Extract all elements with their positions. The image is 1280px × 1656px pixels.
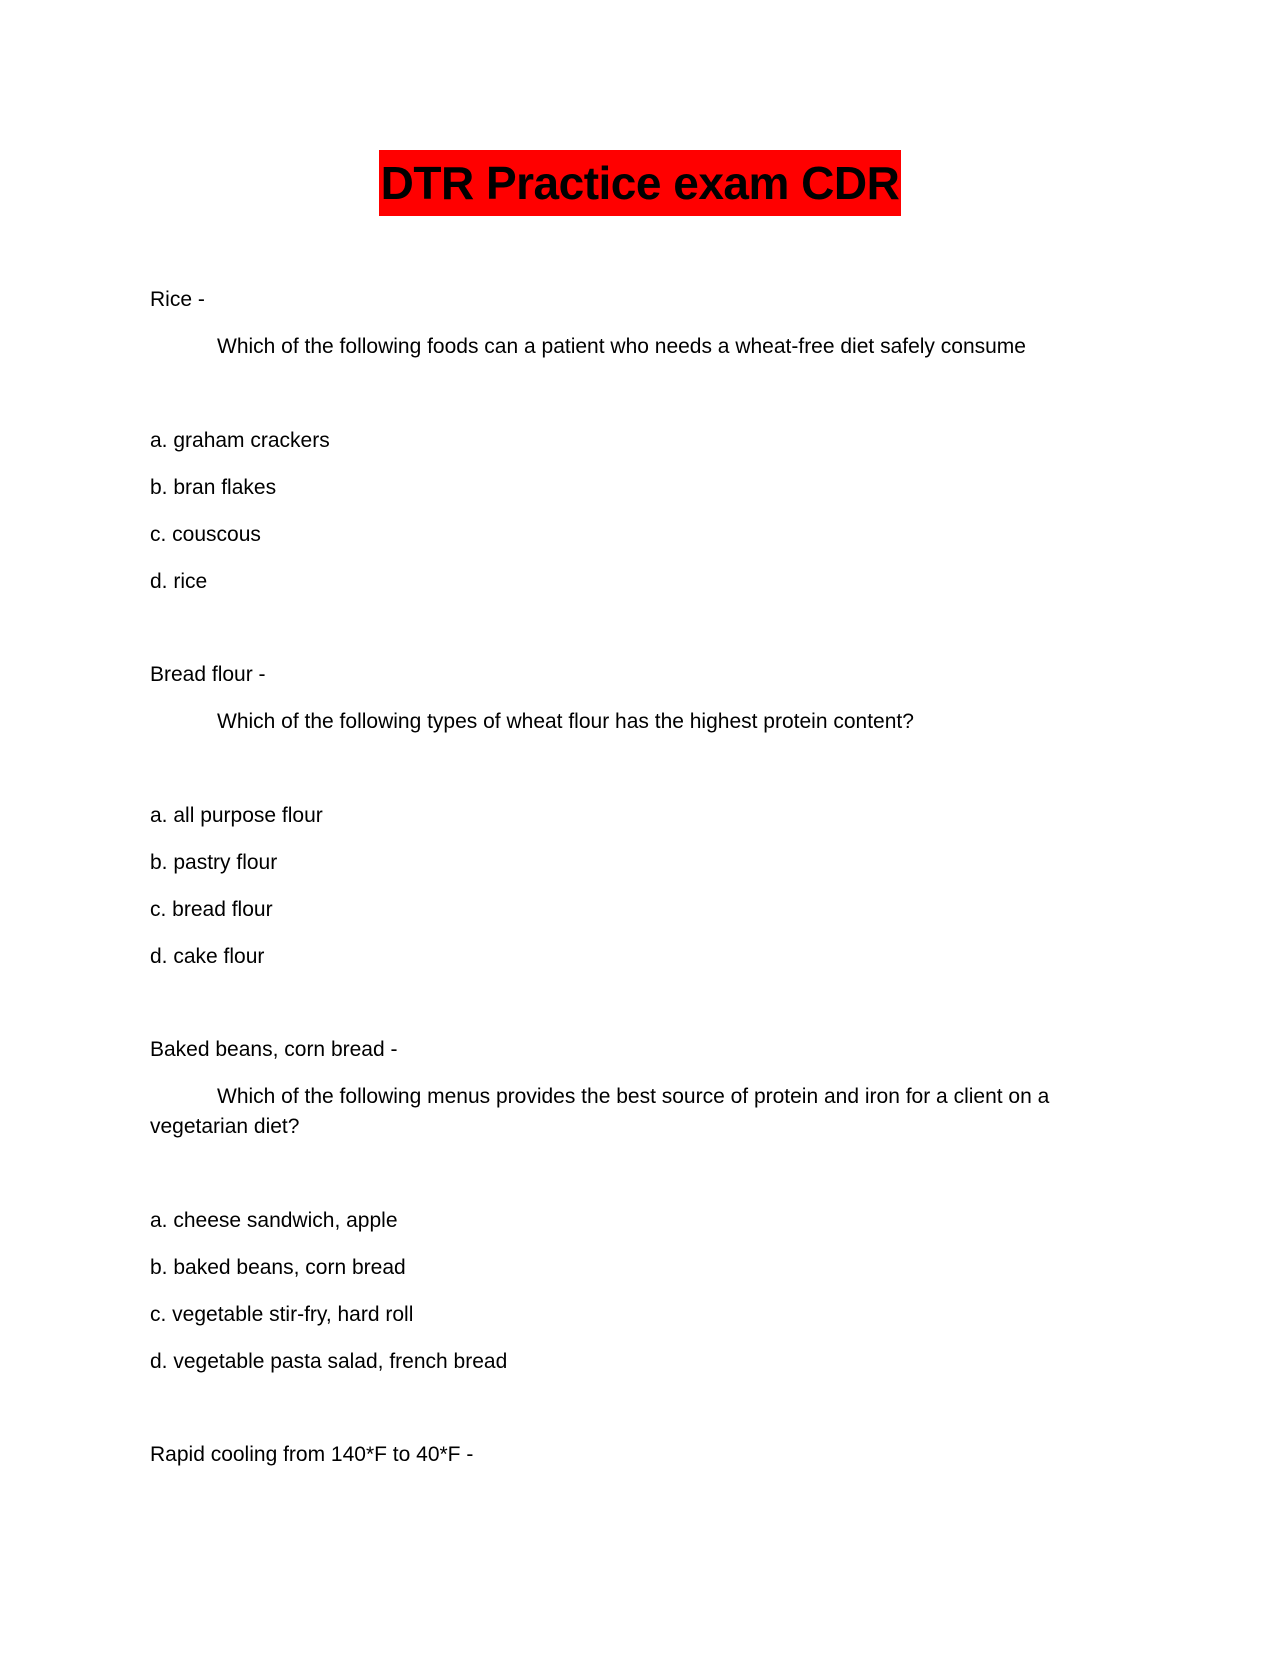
option-item: b. pastry flour xyxy=(150,851,278,874)
answer-heading: Rice - xyxy=(150,288,205,311)
option-item: c. vegetable stir-fry, hard roll xyxy=(150,1303,414,1326)
document-title: DTR Practice exam CDR xyxy=(379,150,902,216)
option-item: a. cheese sandwich, apple xyxy=(150,1209,398,1232)
option-item: d. cake flour xyxy=(150,945,265,968)
option-item: a. graham crackers xyxy=(150,429,330,452)
question-text: Which of the following foods can a patient who needs a wheat-free diet safely consume xyxy=(217,335,1026,358)
answer-heading: Baked beans, corn bread - xyxy=(150,1038,398,1061)
title-container xyxy=(0,150,1280,216)
option-item: c. bread flour xyxy=(150,898,273,921)
option-item: d. rice xyxy=(150,570,208,593)
answer-heading: Rapid cooling from 140*F to 40*F - xyxy=(150,1443,474,1466)
answer-heading: Bread flour - xyxy=(150,663,266,686)
option-item: d. vegetable pasta salad, french bread xyxy=(150,1350,508,1373)
option-item: b. baked beans, corn bread xyxy=(150,1256,406,1279)
question-text: Which of the following types of wheat flour has the highest protein content? xyxy=(217,710,914,733)
option-item: c. couscous xyxy=(150,523,261,546)
question-text: Which of the following menus provides the best source of protein and iron for a client on a vegetarian diet? xyxy=(150,1085,1050,1138)
option-item: a. all purpose flour xyxy=(150,804,323,827)
option-item: b. bran flakes xyxy=(150,476,277,499)
